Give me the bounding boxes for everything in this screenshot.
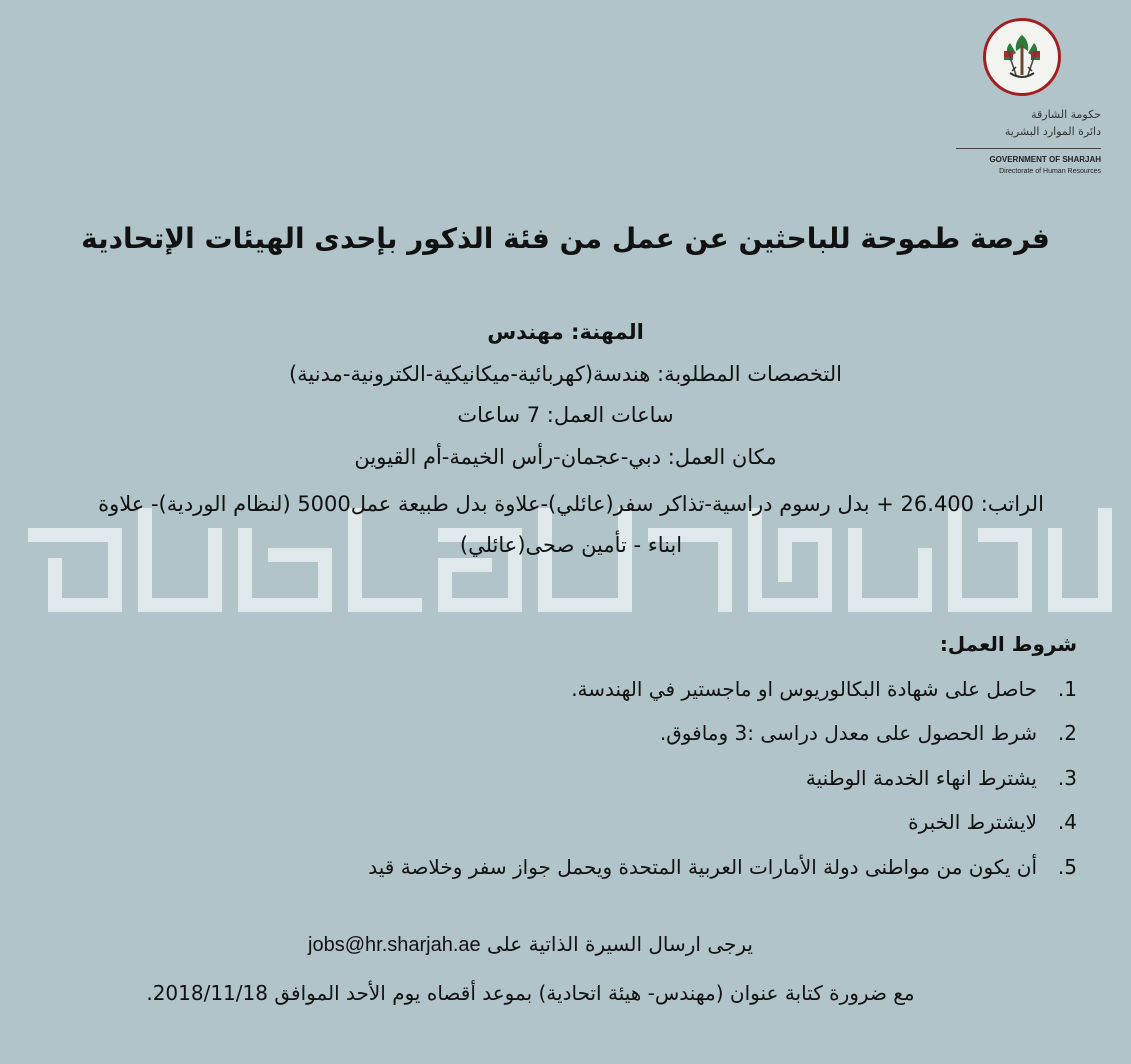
salary-line-1: الراتب: 26.400 + بدل رسوم دراسية-تذاكر سفر(عائلي)-علاوة بدل طبيعة عمل5000 (لنظام الوردية)- علاوة xyxy=(98,492,1044,516)
org-dept-en: Directorate of Human Resources xyxy=(999,168,1101,175)
list-number: 5. xyxy=(1057,854,1077,879)
salary-line-2: ابناء - تأمين صحى(عائلي) xyxy=(459,533,683,557)
page-title: فرصة طموحة للباحثين عن عمل من فئة الذكور بإحدى الهيئات الإتحادية xyxy=(81,222,1050,255)
list-item xyxy=(77,711,1077,756)
list-text: يشترط انهاء الخدمة الوطنية xyxy=(805,765,1037,790)
salary-block xyxy=(71,484,1071,566)
job-details xyxy=(0,312,1131,478)
profession: المهنة: مهندس xyxy=(487,320,644,344)
org-dept-ar: دائرة الموارد البشرية xyxy=(1004,125,1101,138)
list-item xyxy=(77,800,1077,845)
sharjah-emblem-icon xyxy=(983,18,1061,96)
list-number: 4. xyxy=(1057,810,1077,834)
footer-instructions xyxy=(40,920,1021,1017)
list-item xyxy=(77,756,1077,801)
list-number: 2. xyxy=(1057,721,1077,745)
working-hours: ساعات العمل: 7 ساعات xyxy=(457,403,674,427)
conditions-heading: شروط العمل: xyxy=(939,632,1077,656)
list-number: 3. xyxy=(1057,765,1077,790)
org-arabic-name xyxy=(956,106,1101,140)
list-item xyxy=(77,845,1077,890)
deadline-line: مع ضرورة كتابة عنوان (مهندس- هيئة اتحادية) بموعد أقصاه يوم الأحد الموافق 2018/11/18. xyxy=(146,981,915,1005)
list-text: لايشترط الخبرة xyxy=(908,810,1037,834)
divider xyxy=(956,148,1101,149)
send-cv-line xyxy=(40,920,1021,969)
list-text: شرط الحصول على معدل دراسى :3 ومافوق. xyxy=(659,721,1037,745)
list-number: 1. xyxy=(1057,676,1077,701)
org-name-en: GOVERNMENT OF SHARJAH xyxy=(989,155,1101,164)
email-link[interactable]: jobs@hr.sharjah.ae xyxy=(308,934,481,956)
work-location: مكان العمل: دبي-عجمان-رأس الخيمة-أم القيوين xyxy=(354,444,777,469)
list-text: حاصل على شهادة البكالوريوس او ماجستير في الهندسة. xyxy=(571,676,1037,701)
specializations: التخصصات المطلوبة: هندسة(كهربائية-ميكانيكية-الكترونية-مدنية) xyxy=(288,361,842,386)
org-name-ar: حكومة الشارقة xyxy=(1031,108,1101,121)
list-item xyxy=(77,667,1077,712)
list-text: أن يكون من مواطنى دولة الأمارات العربية المتحدة ويحمل جواز سفر وخلاصة قيد xyxy=(368,854,1037,879)
send-cv-text: يرجى ارسال السيرة الذاتية على xyxy=(487,932,753,956)
conditions-list xyxy=(77,622,1077,889)
org-logo-block xyxy=(956,12,1101,175)
